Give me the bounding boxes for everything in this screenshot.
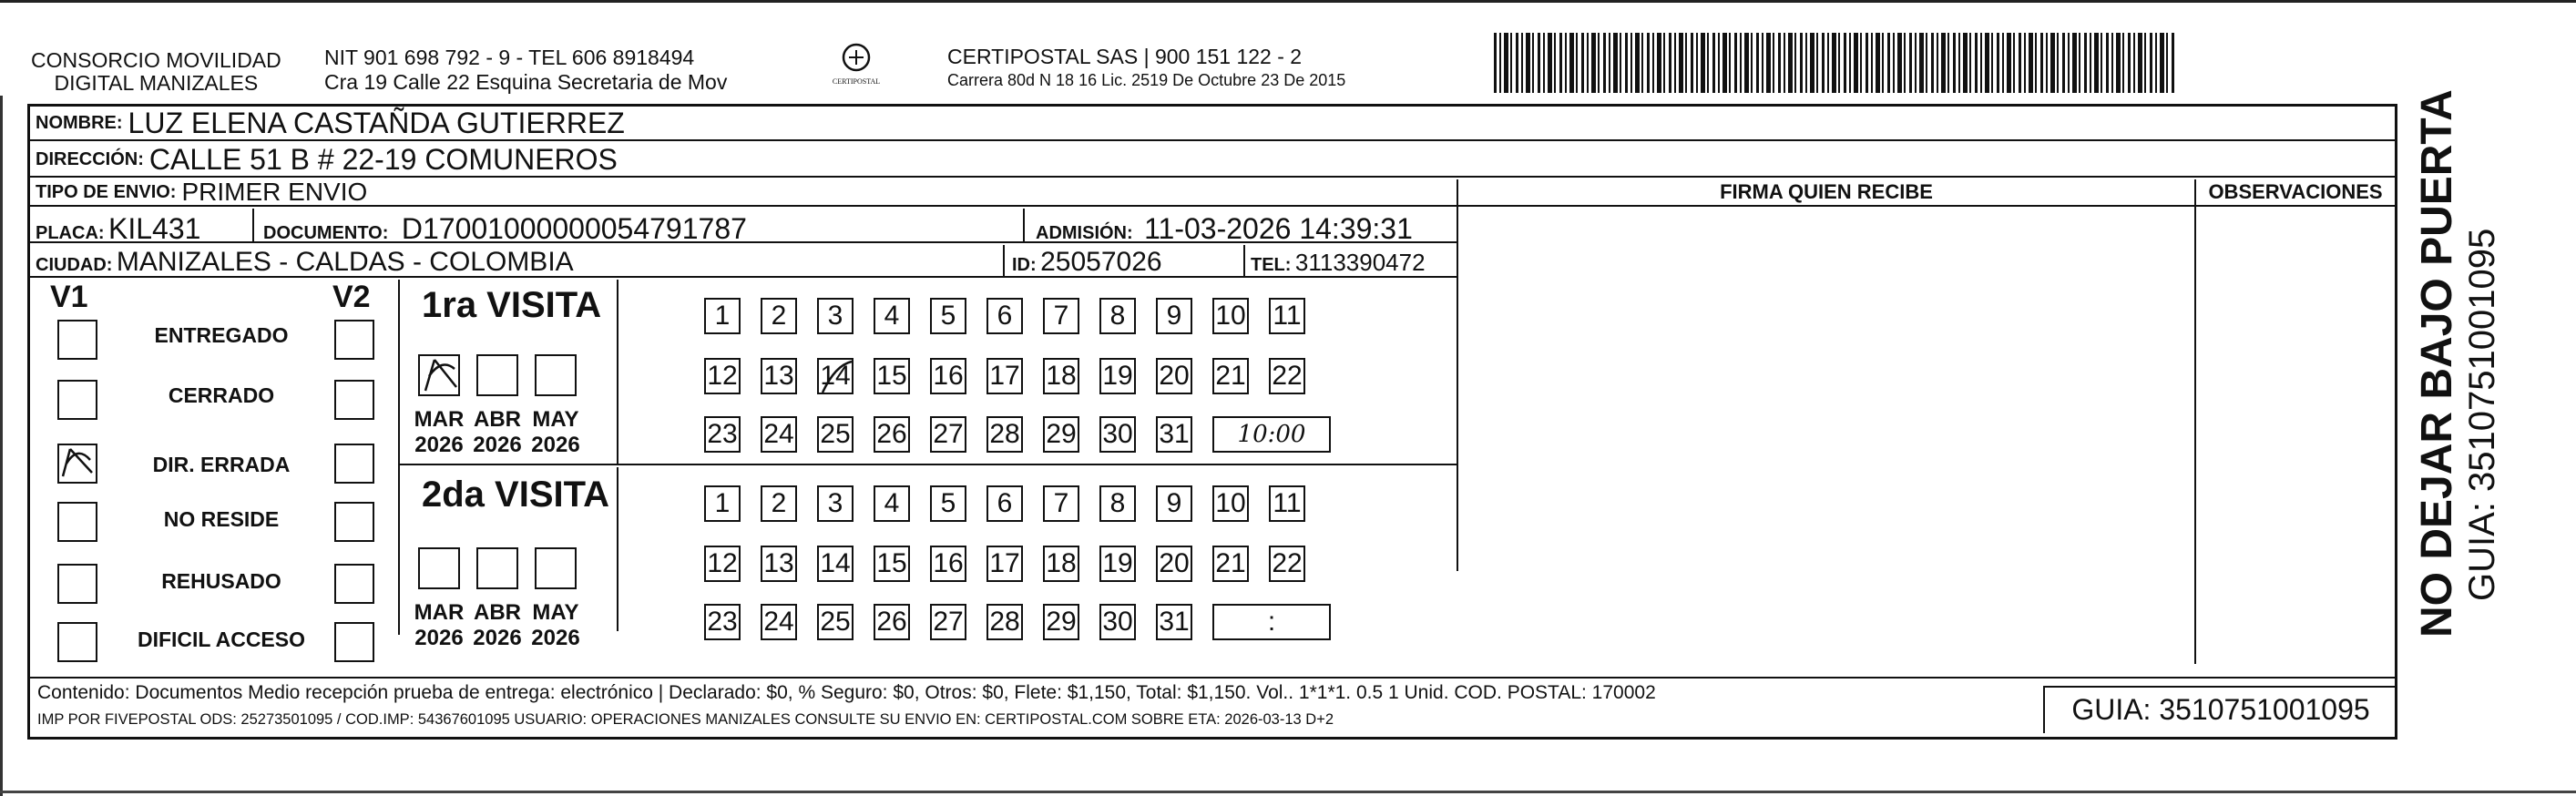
visit2-month-mar: MAR 2026 (414, 600, 465, 650)
visit2-day-box[interactable]: 27 (930, 604, 966, 640)
visit2-day-box[interactable]: 8 (1099, 485, 1136, 522)
visit1-day-box[interactable]: 31 (1156, 416, 1192, 453)
visit1-day-box[interactable]: 6 (986, 298, 1023, 334)
visit2-day-box[interactable]: 17 (986, 546, 1023, 582)
visit1-day-box[interactable]: 14 (817, 358, 854, 394)
visit2-day-box[interactable]: 25 (817, 604, 854, 640)
visit1-day-box[interactable]: 16 (930, 358, 966, 394)
v1-rehusado-checkbox[interactable] (57, 564, 97, 604)
visit1-day-box[interactable]: 29 (1043, 416, 1079, 453)
visit2-title: 2da VISITA (422, 475, 609, 515)
visit1-day-box[interactable]: 26 (874, 416, 910, 453)
admision-cell: ADMISIÓN: 11-03-2026 14:39:31 (1023, 209, 1413, 241)
tel-cell: TEL: 3113390472 (1243, 245, 1426, 276)
visit1-panel (400, 280, 1458, 465)
v2-cerrado-checkbox[interactable] (334, 380, 374, 420)
visit1-title: 1ra VISITA (422, 285, 602, 325)
barcode (1494, 33, 2177, 93)
visit1-day-box[interactable]: 10 (1212, 298, 1249, 334)
visit2-day-box[interactable]: 19 (1099, 546, 1136, 582)
v1-label: V1 (50, 280, 88, 314)
visit2-day-box[interactable]: 16 (930, 546, 966, 582)
visit1-day-box[interactable]: 12 (704, 358, 741, 394)
visit2-day-box[interactable]: 2 (761, 485, 797, 522)
direccion-row: DIRECCIÓN: CALLE 51 B # 22-19 COMUNEROS (30, 143, 2395, 178)
footer-line1: Contenido: Documentos Medio recepción prueba de entrega: electrónico | Declarado: $0, % Seguro: $0, Otros: $0, Flete: $1,150, Total: $1,150. Vol.. 1*1*1. 0.5 1 Unid. COD. POSTAL: 170002 (37, 682, 1656, 703)
visit2-day-box[interactable]: 5 (930, 485, 966, 522)
v2-no-reside-checkbox[interactable] (334, 502, 374, 542)
status-dir-errada: DIR. ERRADA (152, 453, 291, 476)
visit2-day-box[interactable]: 4 (874, 485, 910, 522)
visit2-month-may: MAY 2026 (531, 600, 580, 650)
visit2-day-box[interactable]: 18 (1043, 546, 1079, 582)
visit2-panel (400, 467, 1458, 653)
footer (30, 677, 2395, 737)
visit2-day-box[interactable]: 31 (1156, 604, 1192, 640)
visit2-day-box[interactable]: 22 (1269, 546, 1305, 582)
v1-cerrado-checkbox[interactable] (57, 380, 97, 420)
id-cell: ID: 25057026 (1003, 245, 1162, 276)
visit1-month-may: MAY 2026 (531, 407, 580, 457)
visit2-day-box[interactable]: 20 (1156, 546, 1192, 582)
visit1-day-box[interactable]: 4 (874, 298, 910, 334)
firma-header: FIRMA QUIEN RECIBE (1458, 179, 2194, 207)
v2-label: V2 (332, 280, 371, 314)
visit1-day-box[interactable]: 15 (874, 358, 910, 394)
status-entregado: ENTREGADO (154, 323, 289, 347)
ciudad-row (30, 245, 1457, 278)
visit1-day-box[interactable]: 30 (1099, 416, 1136, 453)
visit2-day-box[interactable]: 29 (1043, 604, 1079, 640)
status-no-reside: NO RESIDE (163, 507, 280, 531)
visit2-day-box[interactable]: 13 (761, 546, 797, 582)
visit1-day-box[interactable]: 13 (761, 358, 797, 394)
firma-signature-area[interactable] (1458, 207, 2194, 662)
visit1-month-abr: ABR 2026 (473, 407, 522, 457)
company-info: NIT 901 698 792 - 9 - TEL 606 8918494 Cra 19 Calle 22 Esquina Secretaria de Mov (324, 46, 728, 94)
visit2-day-box[interactable]: 30 (1099, 604, 1136, 640)
visit1-days (400, 280, 1458, 465)
visit1-day-box[interactable]: 24 (761, 416, 797, 453)
visit2-day-box[interactable]: 11 (1269, 485, 1305, 522)
left-block (30, 178, 1458, 651)
visit1-day-box[interactable]: 17 (986, 358, 1023, 394)
scan-edge-left (0, 96, 3, 796)
visit1-month-mar: MAR 2026 (414, 407, 465, 457)
tipo-row: TIPO DE ENVIO: PRIMER ENVIO (30, 179, 1457, 207)
shipping-form (27, 104, 2397, 740)
handwritten-strike-mark (819, 360, 855, 396)
visit2-day-box[interactable]: 6 (986, 485, 1023, 522)
visit1-day-box[interactable]: 21 (1212, 358, 1249, 394)
v2-dificil-acceso-checkbox[interactable] (334, 622, 374, 662)
visit2-day-box[interactable]: 7 (1043, 485, 1079, 522)
visit1-day-box[interactable]: 25 (817, 416, 854, 453)
visit2-days (400, 467, 1458, 653)
footer-line2: IMP POR FIVEPOSTAL ODS: 25273501095 / COD.IMP: 54367601095 USUARIO: OPERACIONES MANIZALES CONSULTE SU ENVIO EN: CERTIPOSTAL.COM SOBRE ETA: 2026-03-13 D+2 (37, 711, 1334, 728)
v1-no-reside-checkbox[interactable] (57, 502, 97, 542)
visit1-day-box[interactable]: 22 (1269, 358, 1305, 394)
visit1-day-box[interactable]: 9 (1156, 298, 1192, 334)
handwritten-check-mark (57, 440, 97, 480)
observaciones-column (2196, 179, 2395, 664)
visit2-day-box[interactable]: 15 (874, 546, 910, 582)
ciudad-cell: CIUDAD: MANIZALES - CALDAS - COLOMBIA (36, 247, 574, 277)
visit1-day-box[interactable]: 1 (704, 298, 741, 334)
visit1-day-box[interactable]: 27 (930, 416, 966, 453)
company-name: CONSORCIO MOVILIDAD DIGITAL MANIZALES (31, 48, 281, 95)
visit1-day-box[interactable]: 8 (1099, 298, 1136, 334)
visit2-time-box[interactable]: : (1212, 604, 1331, 640)
status-rehusado: REHUSADO (161, 569, 281, 593)
status-cerrado: CERRADO (168, 383, 275, 407)
visit2-day-box[interactable]: 12 (704, 546, 741, 582)
nombre-row: NOMBRE: LUZ ELENA CASTAÑDA GUTIERREZ (30, 107, 2395, 141)
visit1-day-box[interactable]: 11 (1269, 298, 1305, 334)
visit1-day-box[interactable]: 23 (704, 416, 741, 453)
visit1-day-box[interactable]: 3 (817, 298, 854, 334)
v2-dir-errada-checkbox[interactable] (334, 444, 374, 484)
status-dificil-acceso: DIFICIL ACCESO (137, 628, 305, 651)
observaciones-area[interactable] (2196, 207, 2395, 662)
documento-cell: DOCUMENTO: D17001000000054791787 (252, 209, 747, 241)
visit1-day-box[interactable]: 18 (1043, 358, 1079, 394)
placa-cell: PLACA: KIL431 (36, 212, 201, 245)
visit2-day-box[interactable]: 14 (817, 546, 854, 582)
visit2-day-box[interactable]: 9 (1156, 485, 1192, 522)
visit2-day-box[interactable]: 28 (986, 604, 1023, 640)
footer-guia: GUIA: 3510751001095 (2071, 693, 2370, 726)
certipostal-logo: CERTIPOSTAL (831, 42, 882, 86)
side-warning: NO DEJAR BAJO PUERTA (2413, 89, 2461, 638)
visit2-month-abr: ABR 2026 (473, 600, 522, 650)
visit2-day-box[interactable]: 21 (1212, 546, 1249, 582)
v1-entregado-checkbox[interactable] (57, 320, 97, 360)
status-panel (30, 280, 400, 651)
visit2-day-box[interactable]: 10 (1212, 485, 1249, 522)
visit2-day-box[interactable]: 26 (874, 604, 910, 640)
visit2-day-box[interactable]: 3 (817, 485, 854, 522)
visit1-day-box[interactable]: 28 (986, 416, 1023, 453)
visit2-day-box[interactable]: 1 (704, 485, 741, 522)
visit1-day-box[interactable]: 2 (761, 298, 797, 334)
visit2-day-box[interactable]: 24 (761, 604, 797, 640)
observaciones-header: OBSERVACIONES (2196, 179, 2395, 207)
v2-rehusado-checkbox[interactable] (334, 564, 374, 604)
v1-dir-errada-checkbox[interactable] (57, 444, 97, 484)
visit1-day-box[interactable]: 20 (1156, 358, 1192, 394)
visit1-day-box[interactable]: 19 (1099, 358, 1136, 394)
scan-edge-bottom (0, 791, 2576, 793)
visit1-day-box[interactable]: 7 (1043, 298, 1079, 334)
certipostal-info: CERTIPOSTAL SAS | 900 151 122 - 2 Carrera 80d N 18 16 Lic. 2519 De Octubre 23 De 2015 (947, 45, 1346, 89)
v2-entregado-checkbox[interactable] (334, 320, 374, 360)
visit1-day-box[interactable]: 5 (930, 298, 966, 334)
placa-row (30, 209, 1457, 243)
firma-column (1458, 179, 2196, 664)
visit1-time-box[interactable]: 10:00 (1212, 416, 1331, 453)
footer-guia-box (2043, 686, 2397, 733)
side-guia: GUIA: 3510751001095 (2462, 228, 2502, 601)
scan-edge-top (0, 0, 2576, 3)
v1-dificil-acceso-checkbox[interactable] (57, 622, 97, 662)
side-text (2413, 73, 2568, 638)
visit2-day-box[interactable]: 23 (704, 604, 741, 640)
